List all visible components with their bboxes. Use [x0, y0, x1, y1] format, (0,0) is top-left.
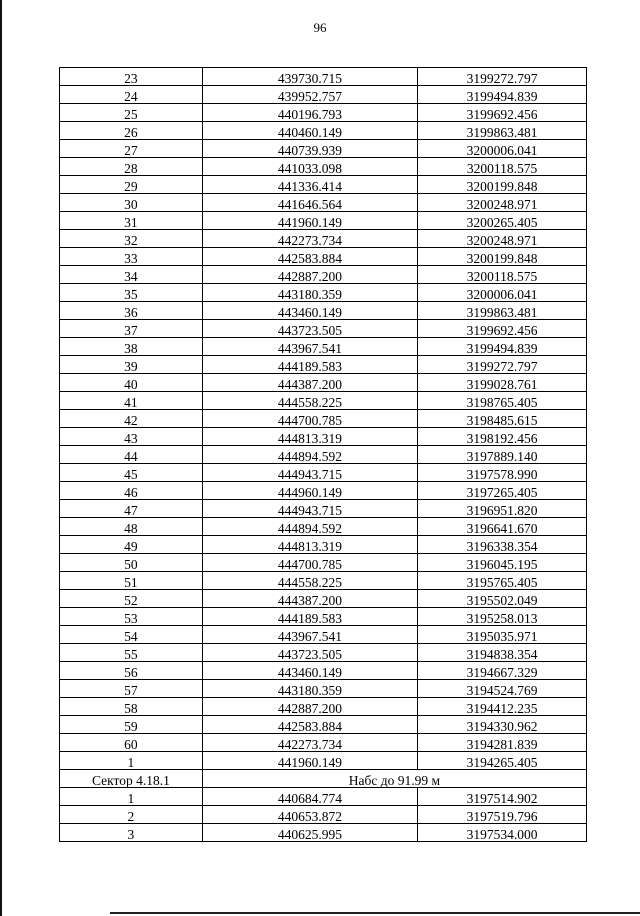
x-coordinate-cell: 440196.793	[202, 104, 417, 122]
table-row	[60, 230, 587, 248]
point-number-cell: 59	[60, 716, 203, 734]
point-number-cell: 26	[60, 122, 203, 140]
x-coordinate-cell: 443723.505	[202, 320, 417, 338]
table-row	[60, 410, 587, 428]
y-coordinate-cell: 3199272.797	[418, 68, 587, 86]
page-bottom-edge	[110, 912, 640, 914]
table-row	[60, 356, 587, 374]
x-coordinate-cell: 444189.583	[202, 356, 417, 374]
point-number-cell: 49	[60, 536, 203, 554]
x-coordinate-cell: 439730.715	[202, 68, 417, 86]
point-number-cell: 53	[60, 608, 203, 626]
y-coordinate-cell: 3195258.013	[418, 608, 587, 626]
x-coordinate-cell: 444387.200	[202, 590, 417, 608]
table-row	[60, 302, 587, 320]
table-row	[60, 194, 587, 212]
table-row	[60, 248, 587, 266]
page-number: 96	[313, 20, 327, 35]
x-coordinate-cell: 443967.541	[202, 338, 417, 356]
x-coordinate-cell: 443180.359	[202, 680, 417, 698]
point-number-cell: 50	[60, 554, 203, 572]
point-number-cell: 1	[60, 788, 203, 806]
y-coordinate-cell: 3194265.405	[418, 752, 587, 770]
y-coordinate-cell: 3200248.971	[418, 194, 587, 212]
y-coordinate-cell: 3194524.769	[418, 680, 587, 698]
y-coordinate-cell: 3197578.990	[418, 464, 587, 482]
y-coordinate-cell: 3194330.962	[418, 716, 587, 734]
x-coordinate-cell: 444943.715	[202, 464, 417, 482]
sector-table-body	[60, 770, 587, 842]
point-number-cell: 45	[60, 464, 203, 482]
table-row	[60, 590, 587, 608]
y-coordinate-cell: 3200006.041	[418, 284, 587, 302]
x-coordinate-cell: 443460.149	[202, 662, 417, 680]
x-coordinate-cell: 444813.319	[202, 536, 417, 554]
coordinates-table-body	[60, 68, 587, 770]
x-coordinate-cell: 444960.149	[202, 482, 417, 500]
x-coordinate-cell: 443723.505	[202, 644, 417, 662]
table-row	[60, 374, 587, 392]
table-row	[60, 104, 587, 122]
y-coordinate-cell: 3195035.971	[418, 626, 587, 644]
point-number-cell: 25	[60, 104, 203, 122]
y-coordinate-cell: 3200265.405	[418, 212, 587, 230]
sector-header-row	[60, 770, 587, 788]
point-number-cell: 55	[60, 644, 203, 662]
point-number-cell: 27	[60, 140, 203, 158]
table-row	[60, 464, 587, 482]
y-coordinate-cell: 3199863.481	[418, 122, 587, 140]
table-row	[60, 788, 587, 806]
y-coordinate-cell: 3200199.848	[418, 248, 587, 266]
point-number-cell: 46	[60, 482, 203, 500]
table-row	[60, 176, 587, 194]
y-coordinate-cell: 3200248.971	[418, 230, 587, 248]
y-coordinate-cell: 3197534.000	[418, 824, 587, 842]
table-row	[60, 212, 587, 230]
x-coordinate-cell: 444558.225	[202, 572, 417, 590]
point-number-cell: 40	[60, 374, 203, 392]
x-coordinate-cell: 444894.592	[202, 446, 417, 464]
x-coordinate-cell: 443460.149	[202, 302, 417, 320]
x-coordinate-cell: 440684.774	[202, 788, 417, 806]
point-number-cell: 48	[60, 518, 203, 536]
table-row	[60, 320, 587, 338]
y-coordinate-cell: 3200118.575	[418, 158, 587, 176]
x-coordinate-cell: 444894.592	[202, 518, 417, 536]
y-coordinate-cell: 3194838.354	[418, 644, 587, 662]
point-number-cell: 2	[60, 806, 203, 824]
point-number-cell: 34	[60, 266, 203, 284]
x-coordinate-cell: 444387.200	[202, 374, 417, 392]
x-coordinate-cell: 441033.098	[202, 158, 417, 176]
table-row	[60, 662, 587, 680]
y-coordinate-cell: 3197265.405	[418, 482, 587, 500]
table-row	[60, 428, 587, 446]
y-coordinate-cell: 3198485.615	[418, 410, 587, 428]
x-coordinate-cell: 440460.149	[202, 122, 417, 140]
y-coordinate-cell: 3199494.839	[418, 86, 587, 104]
table-row	[60, 266, 587, 284]
table-row	[60, 284, 587, 302]
y-coordinate-cell: 3199692.456	[418, 104, 587, 122]
point-number-cell: 57	[60, 680, 203, 698]
x-coordinate-cell: 441336.414	[202, 176, 417, 194]
y-coordinate-cell: 3199272.797	[418, 356, 587, 374]
x-coordinate-cell: 444700.785	[202, 410, 417, 428]
sector-label: Сектор 4.18.1	[60, 770, 203, 788]
table-row	[60, 824, 587, 842]
y-coordinate-cell: 3196951.820	[418, 500, 587, 518]
point-number-cell: 36	[60, 302, 203, 320]
y-coordinate-cell: 3195502.049	[418, 590, 587, 608]
y-coordinate-cell: 3198765.405	[418, 392, 587, 410]
x-coordinate-cell: 442583.884	[202, 716, 417, 734]
point-number-cell: 47	[60, 500, 203, 518]
x-coordinate-cell: 441960.149	[202, 752, 417, 770]
table-row	[60, 536, 587, 554]
table-row	[60, 158, 587, 176]
point-number-cell: 52	[60, 590, 203, 608]
table-row	[60, 806, 587, 824]
y-coordinate-cell: 3200006.041	[418, 140, 587, 158]
point-number-cell: 38	[60, 338, 203, 356]
x-coordinate-cell: 440625.995	[202, 824, 417, 842]
x-coordinate-cell: 443967.541	[202, 626, 417, 644]
y-coordinate-cell: 3196045.195	[418, 554, 587, 572]
table-row	[60, 644, 587, 662]
x-coordinate-cell: 439952.757	[202, 86, 417, 104]
point-number-cell: 33	[60, 248, 203, 266]
table-row	[60, 626, 587, 644]
table-row	[60, 338, 587, 356]
x-coordinate-cell: 443180.359	[202, 284, 417, 302]
table-row	[60, 122, 587, 140]
point-number-cell: 44	[60, 446, 203, 464]
point-number-cell: 24	[60, 86, 203, 104]
table-row	[60, 608, 587, 626]
x-coordinate-cell: 444813.319	[202, 428, 417, 446]
x-coordinate-cell: 444189.583	[202, 608, 417, 626]
table-row	[60, 518, 587, 536]
point-number-cell: 1	[60, 752, 203, 770]
x-coordinate-cell: 444943.715	[202, 500, 417, 518]
table-row	[60, 554, 587, 572]
x-coordinate-cell: 441646.564	[202, 194, 417, 212]
point-number-cell: 29	[60, 176, 203, 194]
table-row	[60, 86, 587, 104]
point-number-cell: 3	[60, 824, 203, 842]
y-coordinate-cell: 3198192.456	[418, 428, 587, 446]
y-coordinate-cell: 3197889.140	[418, 446, 587, 464]
point-number-cell: 42	[60, 410, 203, 428]
y-coordinate-cell: 3195765.405	[418, 572, 587, 590]
x-coordinate-cell: 442583.884	[202, 248, 417, 266]
table-row	[60, 572, 587, 590]
x-coordinate-cell: 442273.734	[202, 734, 417, 752]
point-number-cell: 56	[60, 662, 203, 680]
x-coordinate-cell: 441960.149	[202, 212, 417, 230]
table-row	[60, 392, 587, 410]
point-number-cell: 41	[60, 392, 203, 410]
y-coordinate-cell: 3197519.796	[418, 806, 587, 824]
y-coordinate-cell: 3199494.839	[418, 338, 587, 356]
y-coordinate-cell: 3194281.839	[418, 734, 587, 752]
page-left-edge	[0, 0, 2, 916]
y-coordinate-cell: 3196338.354	[418, 536, 587, 554]
point-number-cell: 51	[60, 572, 203, 590]
y-coordinate-cell: 3196641.670	[418, 518, 587, 536]
point-number-cell: 32	[60, 230, 203, 248]
x-coordinate-cell: 444700.785	[202, 554, 417, 572]
point-number-cell: 28	[60, 158, 203, 176]
point-number-cell: 31	[60, 212, 203, 230]
y-coordinate-cell: 3199692.456	[418, 320, 587, 338]
x-coordinate-cell: 440739.939	[202, 140, 417, 158]
y-coordinate-cell: 3197514.902	[418, 788, 587, 806]
y-coordinate-cell: 3199863.481	[418, 302, 587, 320]
sector-height-note: Набс до 91.99 м	[202, 770, 586, 788]
x-coordinate-cell: 442273.734	[202, 230, 417, 248]
y-coordinate-cell: 3194667.329	[418, 662, 587, 680]
x-coordinate-cell: 440653.872	[202, 806, 417, 824]
y-coordinate-cell: 3199028.761	[418, 374, 587, 392]
x-coordinate-cell: 442887.200	[202, 266, 417, 284]
table-row	[60, 140, 587, 158]
x-coordinate-cell: 444558.225	[202, 392, 417, 410]
table-row	[60, 752, 587, 770]
y-coordinate-cell: 3200118.575	[418, 266, 587, 284]
table-row	[60, 698, 587, 716]
x-coordinate-cell: 442887.200	[202, 698, 417, 716]
table-row	[60, 680, 587, 698]
point-number-cell: 37	[60, 320, 203, 338]
y-coordinate-cell: 3194412.235	[418, 698, 587, 716]
point-number-cell: 35	[60, 284, 203, 302]
point-number-cell: 60	[60, 734, 203, 752]
table-row	[60, 500, 587, 518]
table-row	[60, 716, 587, 734]
point-number-cell: 58	[60, 698, 203, 716]
point-number-cell: 43	[60, 428, 203, 446]
point-number-cell: 54	[60, 626, 203, 644]
point-number-cell: 39	[60, 356, 203, 374]
table-row	[60, 482, 587, 500]
table-row	[60, 68, 587, 86]
y-coordinate-cell: 3200199.848	[418, 176, 587, 194]
table-row	[60, 734, 587, 752]
coordinates-table	[59, 67, 587, 842]
table-row	[60, 446, 587, 464]
point-number-cell: 23	[60, 68, 203, 86]
point-number-cell: 30	[60, 194, 203, 212]
